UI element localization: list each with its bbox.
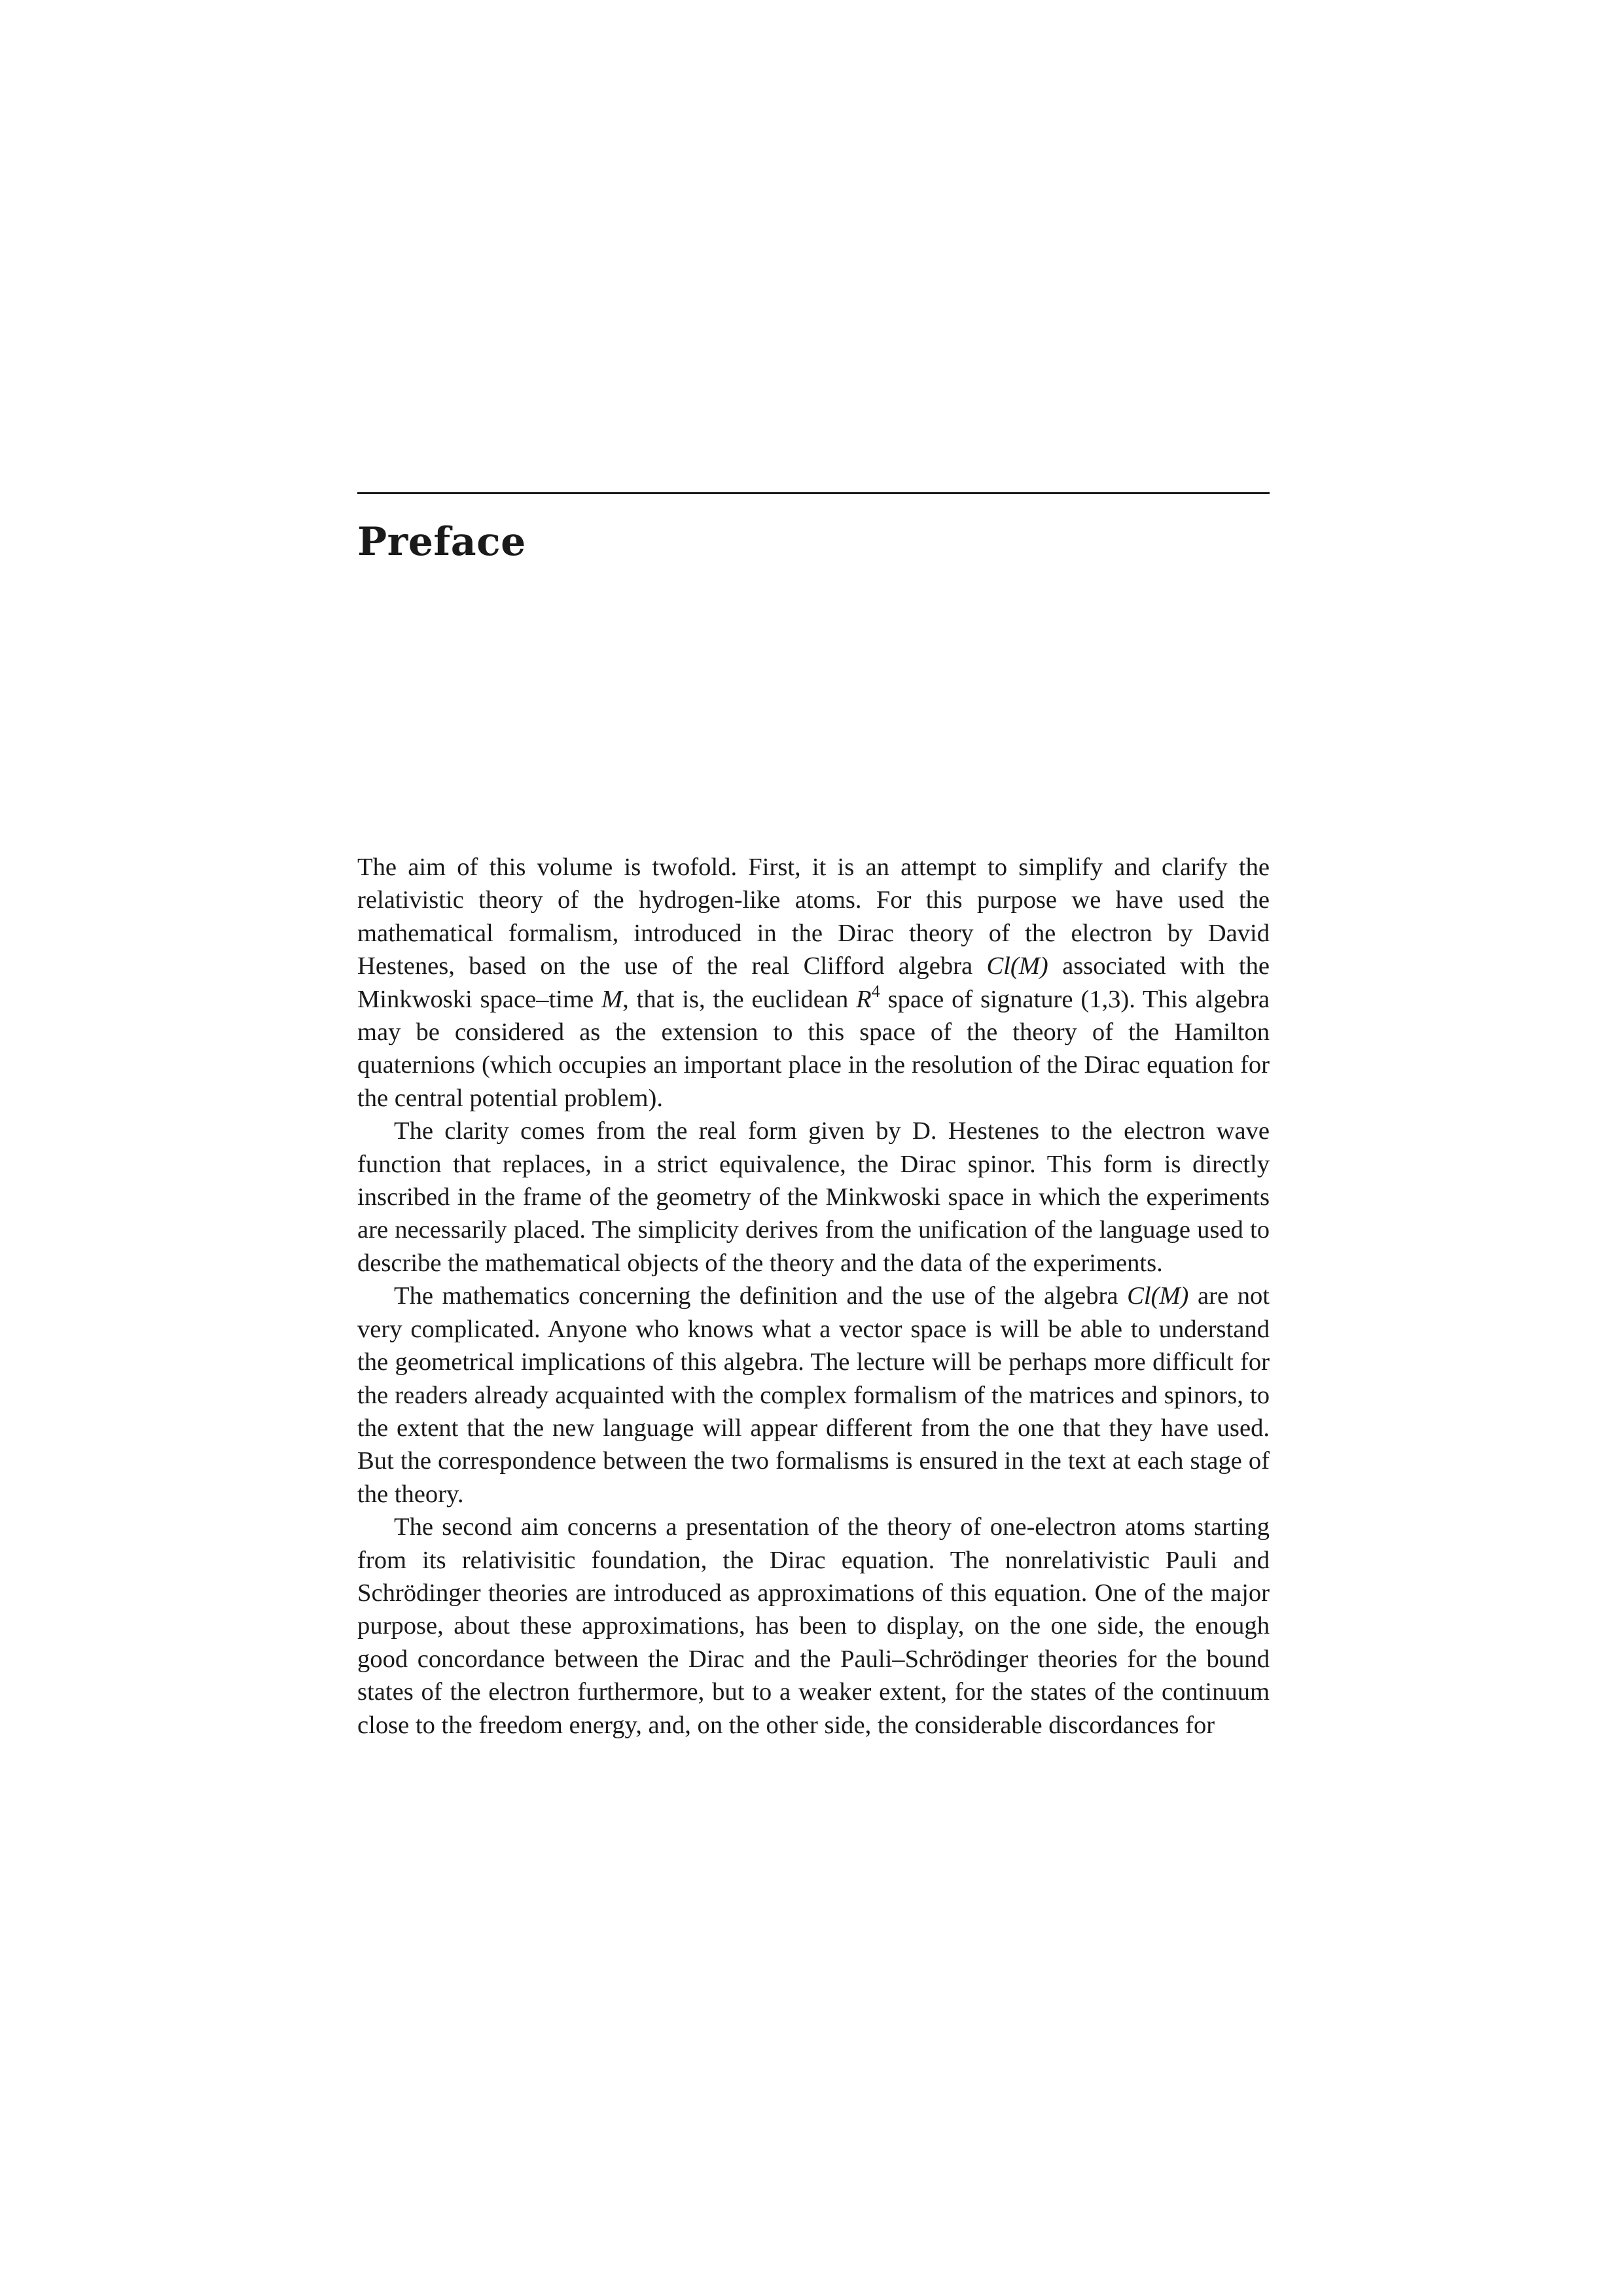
paragraph-3-text-b: are not very complicated. Anyone who knows what a vector space is will be able to understand the geometrical implications of this algebra. The lecture will be perhaps more difficult for the readers already acquainted with the complex formalism of the matrices and spinors, to the extent that the new language will appear different from the one that they have used. But the correspondence between the two formalisms is ensured in the text at each stage of the theory. [357, 1282, 1270, 1508]
page-title: Preface [357, 519, 526, 565]
math-m: M [601, 985, 623, 1013]
paragraph-4: The second aim concerns a presentation of the theory of one-electron atoms starting from its relativisitic foundation, the Dirac equation. The nonrelativistic Pauli and Schrödinger theories are introduced as approximations of this equation. One of the major purpose, about these approximations, has been to display, on the one side, the enough good concordance between the Dirac and the Pauli–Schrödinger theories for the bound states of the electron furthermore, but to a weaker extent, for the states of the continuum close to the freedom energy, and, on the other side, the considerable discordances for [357, 1513, 1270, 1739]
paragraph-1-text-a: The aim of this volume is twofold. First, it is an attempt to simplify and clarify the relativistic theory of the hydrogen-like atoms. For this purpose we have used the mathematical formalism, introduced in the Dirac theory of the electron by David Hestenes, based on the use of the real Clifford algebra [357, 853, 1270, 980]
paragraph-3 [357, 1280, 1270, 1511]
paragraph-3-text-a: The mathematics concerning the definition and the use of the algebra [394, 1282, 1128, 1310]
paragraph-2: The clarity comes from the real form given by D. Hestenes to the electron wave function that replaces, in a strict equivalence, the Dirac spinor. This form is directly inscribed in the frame of the geometry of the Minkwoski space in which the experiments are necessarily placed. The simplicity derives from the unification of the language used to describe the mathematical objects of the theory and the data of the experiments. [357, 1117, 1270, 1277]
math-clm: Cl(M) [1127, 1282, 1189, 1310]
math-r: R [856, 985, 872, 1013]
paragraph-1-text-d: space of signature (1,3). This algebra may be considered as the extension to this space of the theory of the Hamilton quaternions (which occupies an important place in the resolution of the Dirac equation for the central potential problem). [357, 985, 1270, 1112]
paragraph-1-text-b: associated with the Minkwoski space–time [357, 952, 1270, 1013]
math-r-exponent: 4 [871, 981, 880, 1001]
paragraph-1-text-c: , that is, the euclidean [622, 985, 857, 1013]
header-rule [357, 492, 1270, 494]
paragraph-1 [357, 851, 1270, 1115]
math-clm: Cl(M) [986, 952, 1048, 980]
preface-body [357, 851, 1270, 1742]
